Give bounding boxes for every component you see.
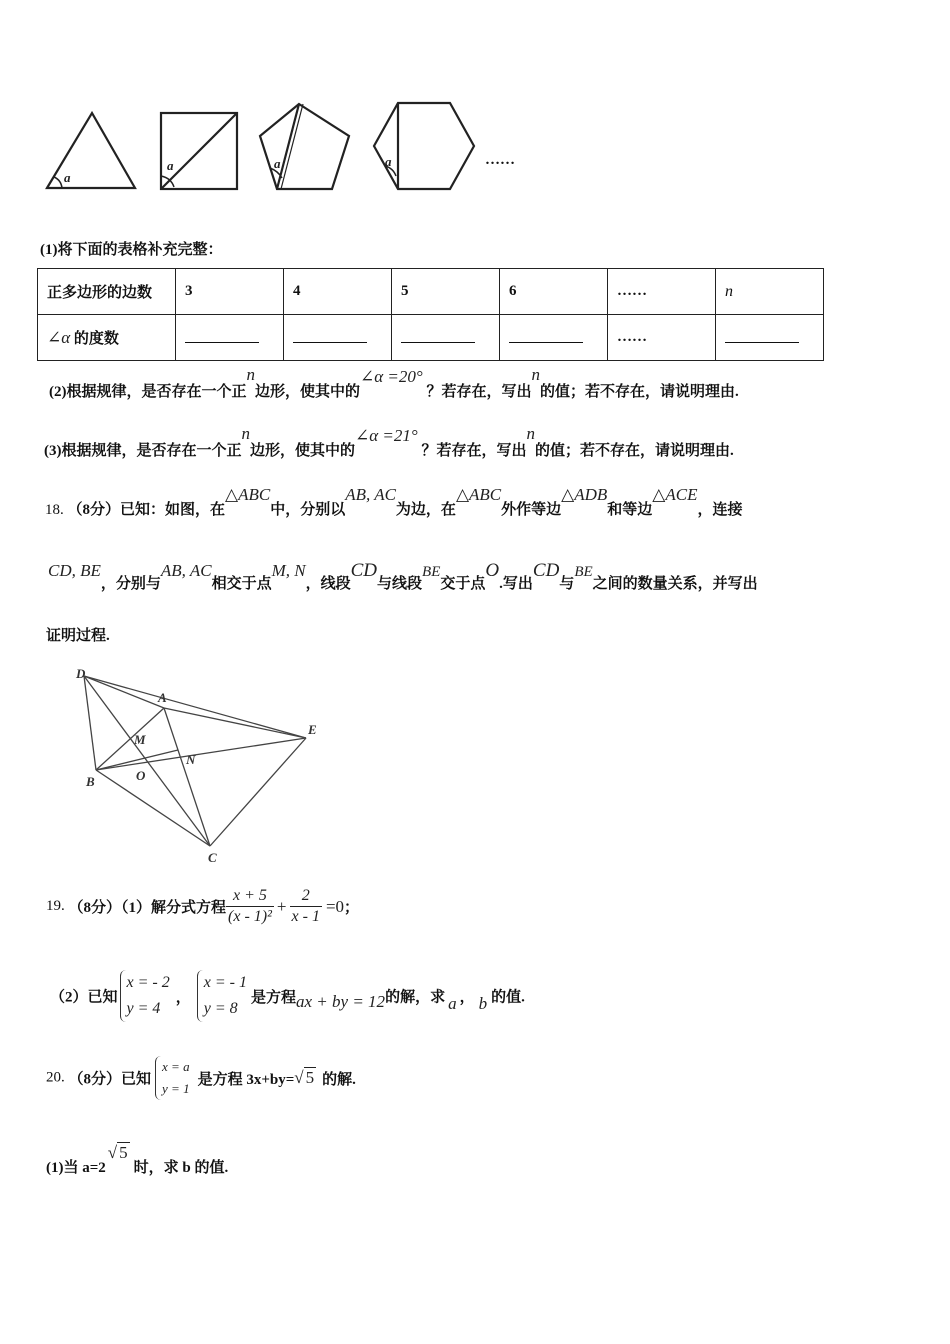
q19-part2-text: 的解，求: [385, 989, 446, 1006]
q18-text: 相交于点: [211, 576, 272, 592]
radical-sign: √: [107, 1143, 118, 1162]
var-a: a: [448, 994, 457, 1013]
table-cell: 6: [500, 269, 608, 315]
q19-line1: [46, 886, 359, 927]
system-2: [197, 970, 247, 1022]
label-B: B: [86, 774, 95, 789]
q18-text: 已知：如图，在: [120, 502, 226, 518]
q20-line1: [46, 1056, 356, 1100]
q17-part2-text: (2)根据规律，是否存在一个正: [49, 384, 247, 400]
q20-part1-text: 时，求 b 的值.: [133, 1160, 229, 1176]
q18-math: BE: [574, 564, 593, 580]
q18-text: 与线段: [377, 576, 423, 592]
polygon-angle-table: [37, 268, 824, 361]
table-cell-blank[interactable]: [284, 315, 392, 361]
var-n: n: [246, 365, 255, 384]
comma: ，: [175, 989, 191, 1006]
q18-text: 交于点: [440, 576, 486, 592]
system-3-y: y = 1: [162, 1081, 190, 1096]
q18-math: CD: [532, 560, 560, 581]
q17-part2: [49, 365, 739, 400]
triangle-figure: [47, 113, 135, 188]
label-C: C: [208, 850, 217, 865]
q18-math: BE: [422, 564, 441, 580]
var-n: n: [531, 365, 540, 384]
radicand: 5: [119, 1143, 128, 1162]
table-cell-blank[interactable]: [176, 315, 284, 361]
triangle-angle-label: a: [64, 170, 71, 185]
fraction-2-denominator: x - 1: [291, 908, 320, 925]
answer-blank[interactable]: [401, 328, 475, 343]
hexagon-figure: [374, 103, 474, 189]
figures-ellipsis: ……: [485, 152, 515, 168]
q18-math: O: [485, 560, 500, 581]
q20-text: 是方程 3x+by=: [197, 1071, 295, 1088]
q18-number: 18.: [45, 502, 64, 518]
label-N: N: [186, 752, 196, 767]
q20-score: （8分）: [68, 1071, 122, 1088]
q20-text: 的解.: [322, 1071, 356, 1088]
q17-part2-text: ？若存在，写出: [426, 384, 532, 400]
segment-AE: [164, 708, 306, 738]
q17-part3-text: ？若存在，写出: [421, 443, 527, 459]
q19-part2-text: 的值.: [491, 989, 525, 1006]
regular-polygon-figures: [40, 96, 540, 196]
q18-text: ，连接: [697, 502, 743, 518]
q18-math: △ADB: [561, 485, 608, 504]
segment-BC: [96, 770, 210, 846]
table-cell: n: [716, 269, 824, 315]
label-A: A: [158, 690, 167, 705]
q18-geometry-figure: [68, 662, 338, 867]
var-b: b: [478, 994, 488, 1013]
q18-text: .写出: [499, 576, 533, 592]
q17-part3: [44, 424, 734, 459]
fraction-1-numerator: x + 5: [226, 886, 274, 907]
q17-part1-label: (1)将下面的表格补充完整：: [40, 242, 223, 258]
q18-math: CD: [350, 560, 378, 581]
q18-text: 之间的数量关系，并写出: [592, 576, 758, 592]
q18-line2: [48, 560, 758, 592]
segment-BE: [96, 738, 306, 770]
q19-number: 19.: [46, 898, 65, 914]
q17-part3-text: 的值；若不存在，请说明理由.: [534, 443, 734, 459]
table-cell-blank[interactable]: [716, 315, 824, 361]
sqrt-5: [294, 1068, 316, 1088]
sqrt-5: [108, 1143, 130, 1163]
table-row: [38, 315, 824, 361]
table-cell-blank[interactable]: [392, 315, 500, 361]
radicand: 5: [305, 1068, 315, 1087]
angle-20: ∠α =20°: [360, 367, 423, 386]
label-O: O: [136, 768, 146, 783]
q19-part1-text: （1）解分式方程: [121, 900, 227, 916]
fraction-1: [226, 886, 274, 927]
q18-text: 中，分别以: [270, 502, 346, 518]
table-header-sides: 正多边形的边数: [38, 269, 176, 315]
q19-line2: [50, 970, 525, 1022]
fraction-2: [290, 886, 322, 927]
table-cell: 3: [176, 269, 284, 315]
q18-math: △ABC: [455, 485, 502, 504]
q20-number: 20.: [46, 1069, 65, 1086]
system-1-y: y = 4: [126, 1000, 161, 1017]
answer-blank[interactable]: [509, 328, 583, 343]
q17-part2-text: 边形，使其中的: [255, 384, 361, 400]
table-cell: ……: [608, 315, 716, 361]
label-E: E: [308, 722, 317, 737]
table-cell-blank[interactable]: [500, 315, 608, 361]
system-3-x: x = a: [162, 1059, 190, 1074]
system-2-x: x = - 1: [203, 974, 247, 991]
q18-text: 与: [559, 576, 575, 592]
q20-part1-text: (1)当 a=2: [46, 1160, 106, 1176]
table-cell: 5: [392, 269, 500, 315]
system-1: [120, 970, 170, 1022]
var-n: n: [526, 424, 535, 443]
q18-math: M, N: [271, 561, 306, 580]
plus-sign: +: [276, 896, 287, 916]
q18-text: 和等边: [607, 502, 653, 518]
answer-blank[interactable]: [185, 328, 259, 343]
q17-part2-text: 的值；若不存在，请说明理由.: [539, 384, 739, 400]
answer-blank[interactable]: [725, 328, 799, 343]
table-row: [38, 269, 824, 315]
radical-sign: √: [294, 1068, 304, 1087]
q18-text: ，分别与: [100, 576, 161, 592]
fraction-1-denominator: (x - 1)²: [228, 908, 272, 925]
angle-degree-label: 的度数: [70, 331, 119, 347]
q18-line1: [45, 484, 743, 518]
equation-ax-by: ax + by = 12: [296, 992, 386, 1011]
pentagon-angle-label: a: [274, 156, 281, 171]
segment-AC: [164, 708, 210, 846]
angle-symbol: ∠α: [47, 328, 71, 347]
square-angle-label: a: [167, 158, 174, 173]
answer-blank[interactable]: [293, 328, 367, 343]
hexagon-angle-label: a: [385, 154, 392, 169]
label-M: M: [134, 732, 146, 747]
square-figure: [161, 113, 237, 189]
q18-math: △ACE: [652, 485, 698, 504]
q18-text: ，线段: [305, 576, 351, 592]
equals-zero: =0: [325, 896, 345, 916]
q18-score: （8分）: [67, 502, 121, 518]
q18-text: 为边，在: [395, 502, 456, 518]
q18-line3: 证明过程.: [46, 628, 110, 644]
q18-text: 外作等边: [501, 502, 562, 518]
label-D: D: [76, 666, 86, 681]
q18-math: AB, AC: [345, 485, 396, 504]
comma: ，: [459, 989, 475, 1006]
q18-math: △ABC: [225, 485, 271, 504]
angle-21: ∠α =21°: [355, 426, 418, 445]
q19-part2-text: （2）已知: [50, 989, 118, 1006]
fraction-2-numerator: 2: [290, 886, 322, 907]
system-2-y: y = 8: [203, 1000, 238, 1017]
q17-part3-text: 边形，使其中的: [250, 443, 356, 459]
system-1-x: x = - 2: [126, 974, 170, 991]
q20-text: 已知: [121, 1071, 152, 1088]
segment-CE: [210, 738, 306, 846]
q18-math: CD, BE: [48, 561, 101, 580]
q17-part3-text: (3)根据规律，是否存在一个正: [44, 443, 242, 459]
table-cell: ……: [608, 269, 716, 315]
segment-DE: [84, 676, 306, 738]
q19-part2-text: 是方程: [251, 989, 297, 1006]
table-cell: 4: [284, 269, 392, 315]
q19-score: （8分）: [68, 900, 122, 916]
table-header-angle: [38, 315, 176, 361]
system-3: [155, 1056, 190, 1100]
q20-part1: [46, 1142, 229, 1176]
var-n: n: [241, 424, 250, 443]
q18-math: AB, AC: [160, 561, 212, 580]
pentagon-figure: [260, 104, 349, 189]
semicolon: ；: [344, 900, 360, 916]
